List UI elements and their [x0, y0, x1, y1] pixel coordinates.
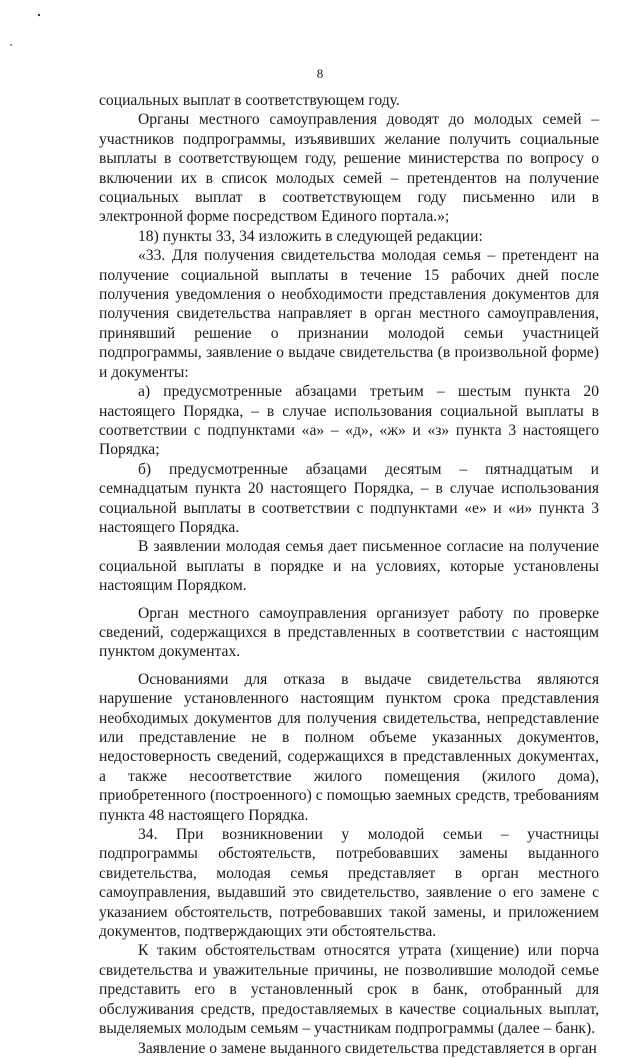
- paragraph-continuation: социальных выплат в соответствующем году.: [99, 92, 400, 109]
- document-body: [99, 91, 599, 1058]
- paragraph: Заявление о замене выданного свидетельства представляется в орган: [138, 1039, 597, 1057]
- paragraph-point-34: 34. При возникновении у молодой семьи – участницы подпрограммы обстоятельств, потребовавших замены выданного свидетельства, молодая семья представляет в орган местного самоуправления, выдавший это свидетельство, заявление о его замене с указанием обстоятельств, потребовавших такой замены, и приложением документов, подтверждающих эти обстоятельства.: [99, 826, 599, 941]
- paragraph-subitem-b: б) предусмотренные абзацами десятым – пятнадцатым и семнадцатым пункта 20 настоящего Порядка, – в случае использования социальной выплаты в соответствии с подпунктами «е» и «и» пункта 3 настоящего Порядка.: [99, 460, 599, 536]
- scan-speck: [10, 44, 12, 46]
- paragraph-point-33: «33. Для получения свидетельства молодая семья – претендент на получение социальной выплаты в течение 15 рабочих дней после получения уведомления о необходимости представления документов для получения свидетельства направляет в орган местного самоуправления, принявший решение о признании молодой семьи участницей подпрограммы, заявление о выдаче свидетельства (в произвольной форме) и документы:: [99, 247, 599, 381]
- paragraph: Основаниями для отказа в выдаче свидетельства являются нарушение установленного настоящим пунктом срока представления необходимых документов для получения свидетельства, непредставление или представление не в полном объеме указанных документов, недостоверность сведений, содержащихся в представленных документах, а также несоответствие жилого помещения (жилого дома), приобретенного (построенного) с помощью заемных средств, требованиям пункта 48 настоящего Порядка.: [99, 670, 599, 824]
- paragraph-subitem-a: а) предусмотренные абзацами третьим – шестым пункта 20 настоящего Порядка, – в случае использования социальной выплаты в соответствии с подпунктами «а» – «д», «ж» и «з» пункта 3 настоящего Порядка;: [99, 383, 599, 459]
- paragraph: Орган местного самоуправления организует работу по проверке сведений, содержащихся в представленных в соответствии с настоящим пунктом документах.: [99, 604, 599, 661]
- paragraph: Органы местного самоуправления доводят до молодых семей – участников подпрограммы, изъявивших желание получить социальные выплаты в соответствующем году, решение министерства по вопросу о включении их в список молодых семей – претендентов на получение социальных выплат в соответствующем году письменно или в электронной форме посредством Единого портала.»;: [99, 111, 599, 226]
- page-number: 8: [316, 66, 324, 81]
- paragraph: В заявлении молодая семья дает письменное согласие на получение социальной выплаты в порядке и на условиях, которые установлены настоящим Порядком.: [99, 538, 599, 595]
- paragraph: К таким обстоятельствам относятся утрата (хищение) или порча свидетельства и уважительные причины, не позволившие молодой семье представить его в установленный срок в банк, отобранный для обслуживания средств, предоставляемых в качестве социальных выплат, выделяемых молодым семьям – участникам подпрограммы (далее – банк).: [99, 942, 599, 1038]
- scan-speck: [38, 14, 40, 16]
- paragraph-item-18: 18) пункты 33, 34 изложить в следующей редакции:: [138, 227, 483, 245]
